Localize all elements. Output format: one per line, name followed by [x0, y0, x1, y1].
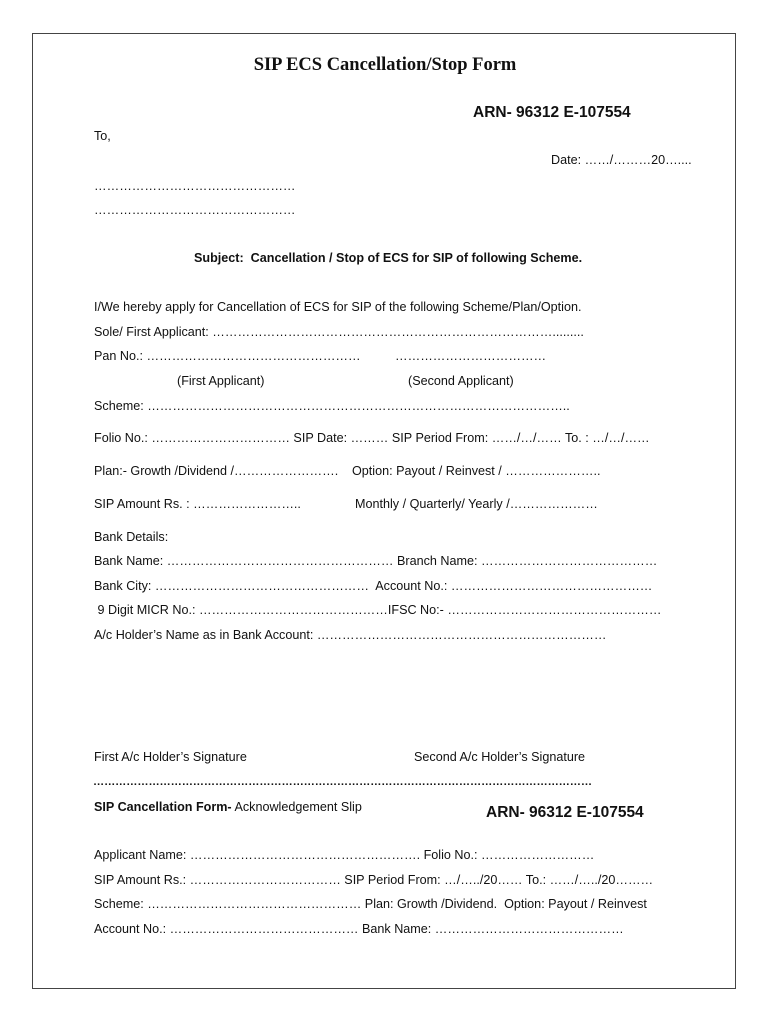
slip-title-bold: SIP Cancellation Form- — [94, 800, 232, 814]
second-applicant-label: (Second Applicant) — [408, 374, 514, 388]
option-field: Option: Payout / Reinvest / ………………….. — [352, 464, 601, 478]
date-field: Date: ……/………20….... — [551, 153, 692, 167]
slip-amount-line: SIP Amount Rs.: ……………………………… SIP Period From: …/…../20…… To.: ……/…../20……… — [94, 873, 654, 887]
holder-name-field: A/c Holder’s Name as in Bank Account: …………………………………………………………… — [94, 628, 607, 642]
scheme-field: Scheme: ……………………………………………………………………………………….. — [94, 399, 570, 413]
address-line-1: ………………………………………… — [94, 179, 296, 193]
address-line-2: ………………………………………… — [94, 203, 296, 217]
sip-amount-field: SIP Amount Rs. : …………………….. — [94, 497, 301, 511]
intro-text: I/We hereby apply for Cancellation of ECS for SIP of the following Scheme/Plan/Option. — [94, 300, 582, 314]
cut-line: ……………………………………………………………………………………………………………………… — [93, 776, 592, 788]
slip-arn-code: ARN- 96312 E-107554 — [486, 804, 644, 821]
slip-account-line: Account No.: ……………………………………… Bank Name: ……………………………………… — [94, 922, 624, 936]
bank-city-line: Bank City: …………………………………………… Account No.: ………………………………………… — [94, 579, 653, 593]
bank-name-line: Bank Name: ……………………………………………… Branch Name: …………………………………… — [94, 554, 658, 568]
bank-details-heading: Bank Details: — [94, 530, 169, 544]
arn-code: ARN- 96312 E-107554 — [473, 104, 631, 121]
micr-ifsc-line: 9 Digit MICR No.: ………………………………………IFSC No:- …………………………………………… — [94, 603, 662, 617]
first-applicant-label: (First Applicant) — [177, 374, 265, 388]
sole-first-applicant-field: Sole/ First Applicant: ………………………………………………………………………......... — [94, 325, 584, 339]
form-title: SIP ECS Cancellation/Stop Form — [253, 55, 517, 75]
slip-applicant-line: Applicant Name: ………………………………………………. Folio No.: ……………………… — [94, 848, 595, 862]
to-label: To, — [94, 129, 111, 143]
folio-sip-line: Folio No.: …………………………… SIP Date: ……… SIP Period From: ……/…/…… To. : …/…/…… — [94, 431, 650, 445]
pan-no-field: Pan No.: …………………………………………… — [94, 349, 361, 363]
slip-scheme-line: Scheme: …………………………………………… Plan: Growth /Dividend. Option: Payout / Reinvest — [94, 897, 647, 911]
subject-line: Subject: Cancellation / Stop of ECS for SIP of following Scheme. — [194, 251, 583, 265]
frequency-field: Monthly / Quarterly/ Yearly /………………… — [355, 497, 598, 511]
first-holder-signature-label: First A/c Holder’s Signature — [94, 750, 247, 764]
plan-field: Plan:- Growth /Dividend /……………………. — [94, 464, 339, 478]
second-holder-signature-label: Second A/c Holder’s Signature — [414, 750, 586, 764]
slip-title — [94, 800, 362, 815]
pan-no-second-field: ……………………………… — [395, 349, 547, 363]
slip-title-rest: Acknowledgement Slip — [231, 800, 362, 814]
